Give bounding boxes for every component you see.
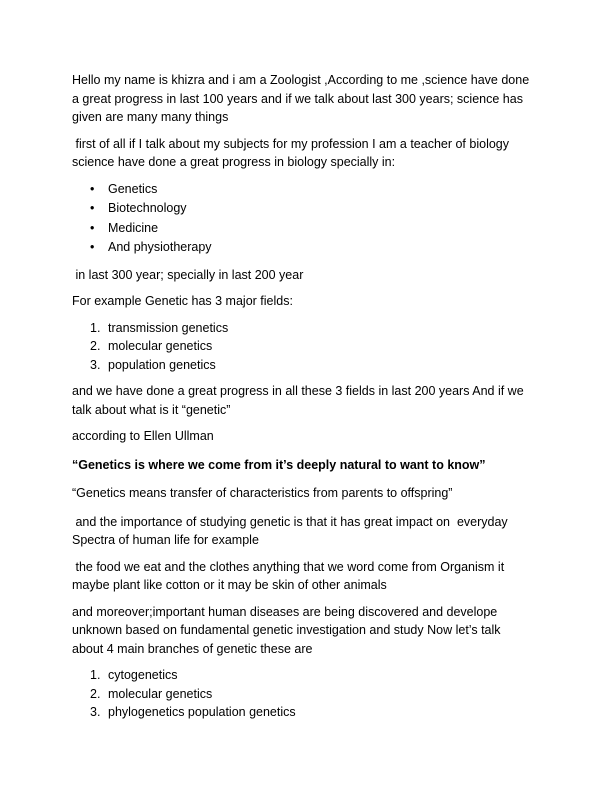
food-clothes-paragraph <box>72 558 552 595</box>
list-item <box>72 685 552 704</box>
list-item <box>72 703 552 722</box>
list-item <box>72 666 552 685</box>
list-number: 1. <box>90 320 101 335</box>
intro-paragraph <box>72 71 552 127</box>
list-item <box>72 219 552 239</box>
list-item-text: And physiotherapy <box>108 240 212 254</box>
importance-paragraph <box>72 513 552 550</box>
bullet-icon: • <box>90 181 95 196</box>
list-number: 3. <box>90 357 101 372</box>
list-number: 2. <box>90 686 101 701</box>
progress-statement-paragraph <box>72 382 552 419</box>
list-item-text: molecular genetics <box>108 686 213 701</box>
text-line: unknown based on fundamental genetic investigation and study Now let’s talk <box>72 623 501 637</box>
text-line: science have done a great progress in biology specially in: <box>72 155 396 169</box>
list-number: 3. <box>90 705 101 719</box>
bullet-icon: • <box>90 240 95 254</box>
list-item <box>72 238 552 258</box>
text-line: talk about what is it “genetic” <box>72 402 231 417</box>
definition-paragraph: “Genetics means transfer of characteristics from parents to offspring” <box>72 486 453 500</box>
text-line: a great progress in last 100 years and if we talk about last 300 years; science has <box>72 91 523 106</box>
document-page <box>72 71 552 730</box>
list-item-text: molecular genetics <box>108 339 213 353</box>
quote-paragraph: “Genetics is where we come from it’s deeply natural to want to know” <box>72 457 486 472</box>
bullet-icon: • <box>90 220 95 235</box>
bullet-icon: • <box>90 201 95 215</box>
profession-paragraph <box>72 135 552 172</box>
list-item <box>72 180 552 200</box>
list-item-text: phylogenetics population genetics <box>108 705 296 719</box>
list-number: 2. <box>90 339 101 353</box>
attribution-paragraph: according to Ellen Ullman <box>72 429 214 443</box>
list-number: 1. <box>90 668 101 682</box>
list-item-text: Medicine <box>108 220 159 235</box>
text-line: Hello my name is khizra and i am a Zoologist ,According to me ,science have done <box>72 73 530 87</box>
list-item <box>72 356 552 375</box>
text-line: the food we eat and the clothes anything that we word come from Organism it <box>72 559 505 574</box>
list-item <box>72 319 552 338</box>
genetic-fields-list <box>72 319 552 375</box>
text-line: given are many many things <box>72 110 229 124</box>
diseases-paragraph <box>72 603 552 659</box>
progress-areas-list <box>72 180 552 258</box>
list-item-text: transmission genetics <box>108 320 229 335</box>
list-item-text: Biotechnology <box>108 201 187 215</box>
text-line: and moreover;important human diseases are being discovered and develope <box>72 604 498 619</box>
list-item-text: Genetics <box>108 181 158 196</box>
text-line: and the importance of studying genetic is that it has great impact on everyday <box>72 514 508 529</box>
genetic-branches-list <box>72 666 552 722</box>
text-line: first of all if I talk about my subjects for my profession I am a teacher of biology <box>72 136 509 151</box>
text-line: about 4 main branches of genetic these are <box>72 641 313 656</box>
text-line: Spectra of human life for example <box>72 533 259 547</box>
genetic-fields-intro: For example Genetic has 3 major fields: <box>72 294 293 308</box>
timeframe-paragraph: in last 300 year; specially in last 200 year <box>72 267 304 282</box>
list-item-text: cytogenetics <box>108 668 178 682</box>
list-item-text: population genetics <box>108 357 216 372</box>
text-line: and we have done a great progress in all these 3 fields in last 200 years And if we <box>72 384 524 398</box>
text-line: maybe plant like cotton or it may be skin of other animals <box>72 578 387 592</box>
list-item <box>72 337 552 356</box>
list-item <box>72 199 552 219</box>
